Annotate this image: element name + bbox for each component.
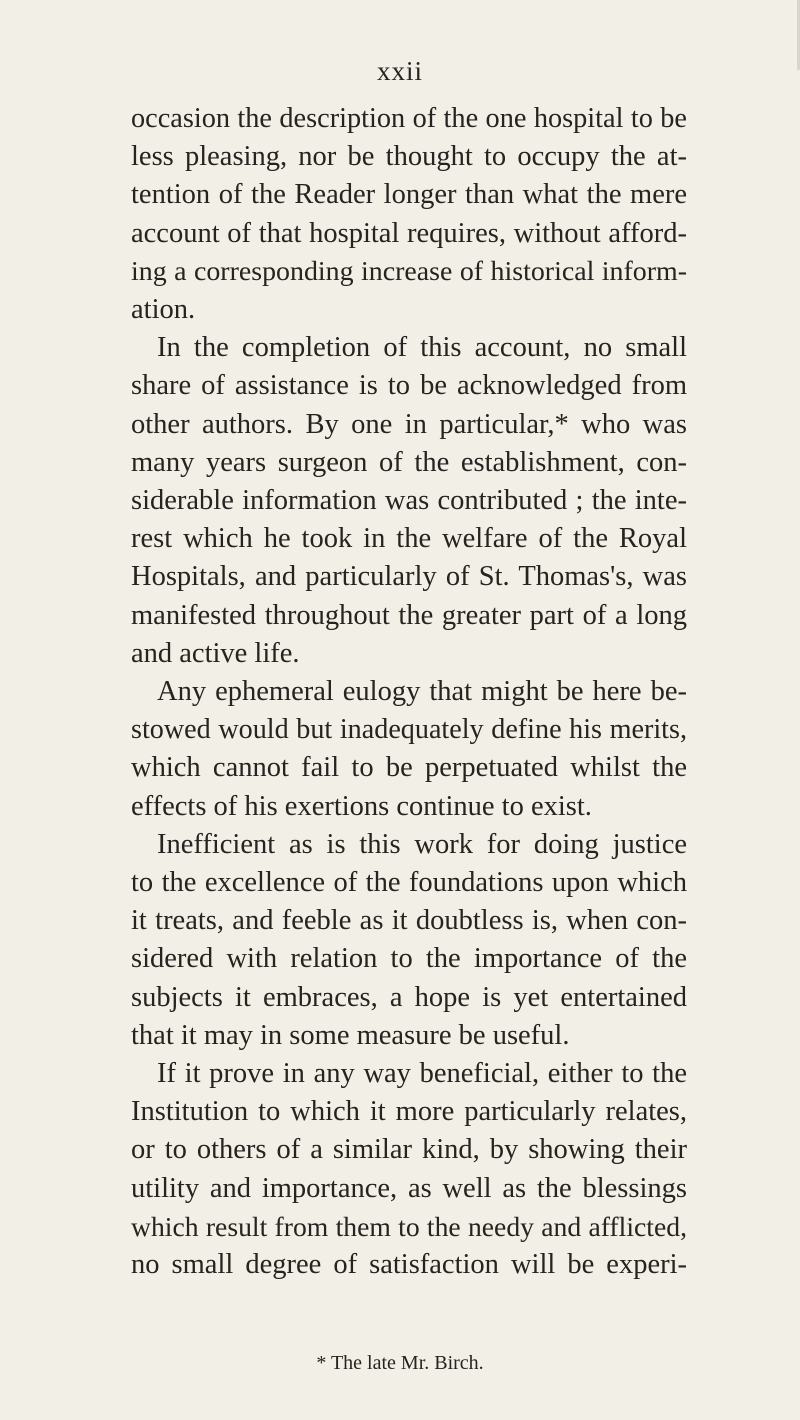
text-line: manifested throughout the greater part of a long xyxy=(131,599,687,631)
text-line: share of assistance is to be acknowledged from xyxy=(131,370,687,402)
text-line: tention of the Reader longer than what the mere xyxy=(131,179,687,211)
text-line: it treats, and feeble as it doubtless is, when con- xyxy=(131,905,687,937)
text-line: which cannot fail to be perpetuated whilst the xyxy=(131,752,687,784)
text-line: account of that hospital requires, without afford- xyxy=(131,217,687,249)
text-line: rest which he took in the welfare of the Royal xyxy=(131,523,687,555)
footnote: * The late Mr. Birch. xyxy=(316,1352,484,1374)
text-line: sidered with relation to the importance of the xyxy=(131,943,687,975)
text-line: In the completion of this account, no small xyxy=(157,332,687,364)
text-line: ation. xyxy=(131,294,196,326)
text-line: ing a corresponding increase of historical inform- xyxy=(131,255,687,287)
text-line: which result from them to the needy and afflicted, xyxy=(131,1210,687,1242)
page-number: xxii xyxy=(376,56,423,86)
text-line: other authors. By one in particular,* who was xyxy=(131,408,687,440)
body-text xyxy=(131,100,687,1284)
text-line: no small degree of satisfaction will be experi- xyxy=(131,1249,687,1281)
text-line: many years surgeon of the establishment, con- xyxy=(131,446,687,478)
text-line: or to others of a similar kind, by showing their xyxy=(131,1134,687,1166)
text-line: utility and importance, as well as the blessings xyxy=(131,1172,687,1204)
text-line: that it may in some measure be useful. xyxy=(131,1019,570,1051)
text-line: Institution to which it more particularly relates, xyxy=(131,1096,687,1128)
text-line: occasion the description of the one hospital to be xyxy=(131,103,687,134)
text-line: siderable information was contributed ; the inte- xyxy=(131,485,687,517)
text-line: Any ephemeral eulogy that might be here be- xyxy=(157,676,687,708)
text-line: effects of his exertions continue to exist. xyxy=(131,790,592,822)
text-line: Inefficient as is this work for doing justice xyxy=(157,828,687,860)
text-line: and active life. xyxy=(131,637,300,669)
text-line: subjects it embraces, a hope is yet entertained xyxy=(131,981,687,1013)
text-line: stowed would but inadequately define his merits, xyxy=(131,714,687,746)
text-line: less pleasing, nor be thought to occupy the at- xyxy=(131,141,687,173)
text-line: to the excellence of the foundations upon which xyxy=(131,867,687,899)
text-line: Hospitals, and particularly of St. Thomas's, was xyxy=(131,561,687,593)
text-line: If it prove in any way beneficial, either to the xyxy=(157,1058,687,1090)
